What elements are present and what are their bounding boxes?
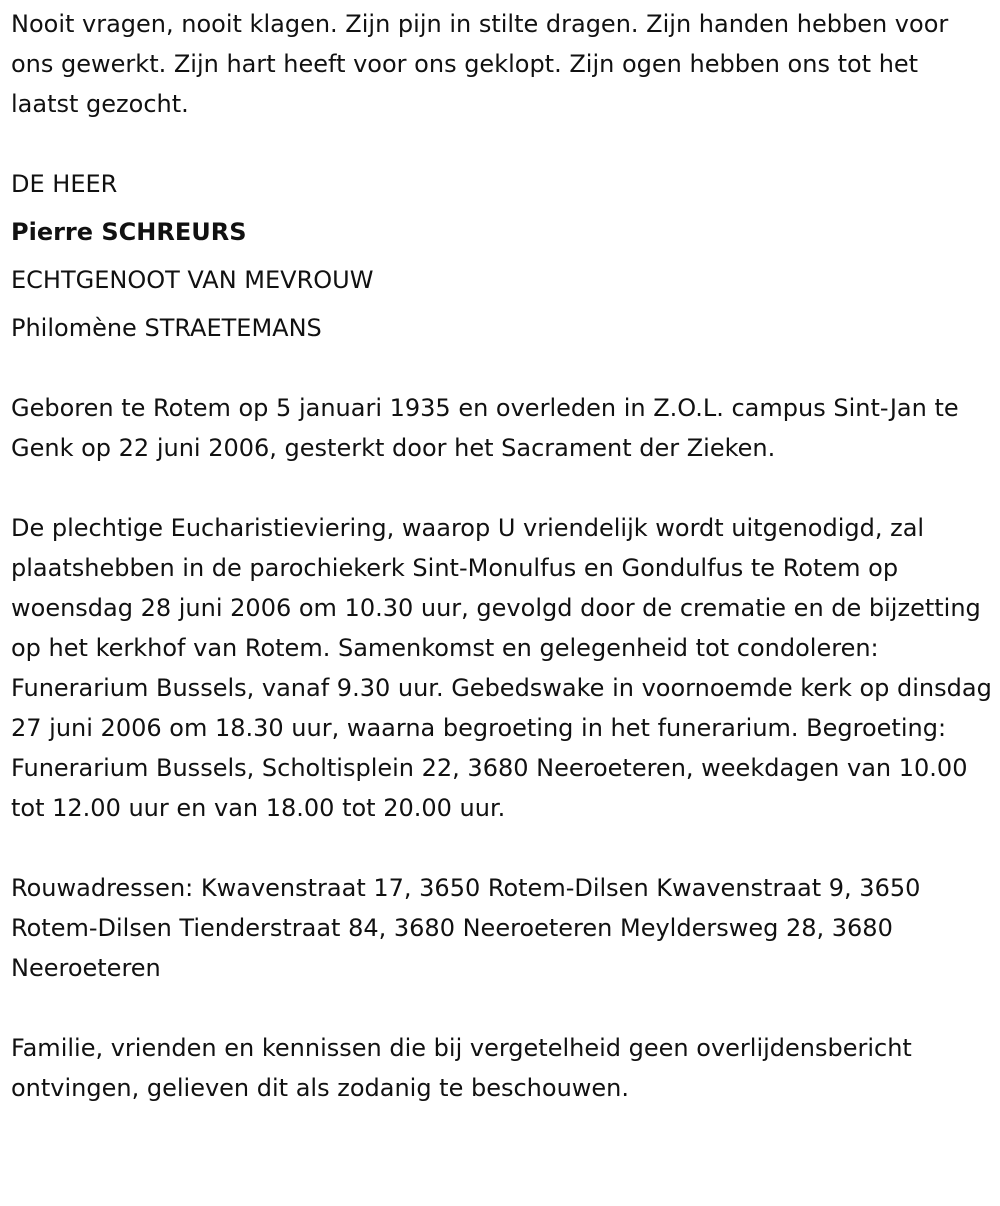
spouse-name: Philomène STRAETEMANS	[11, 314, 322, 342]
deceased-announcement	[11, 160, 993, 352]
deceased-name: Pierre SCHREURS	[11, 218, 247, 246]
spacer	[11, 468, 993, 508]
relation-line: ECHTGENOOT VAN MEVROUW	[11, 266, 374, 294]
birth-death-paragraph: Geboren te Rotem op 5 januari 1935 en overleden in Z.O.L. campus Sint-Jan te Genk op 22 juni 2006, gesterkt door het Sacrament der Zieken.	[11, 394, 959, 462]
spacer	[11, 988, 993, 1028]
title-prefix: DE HEER	[11, 170, 118, 198]
spacer	[11, 124, 993, 164]
spacer	[11, 828, 993, 868]
closing-paragraph: Familie, vrienden en kennissen die bij vergetelheid geen overlijdensbericht ontvingen, gelieven dit als zodanig te beschouwen.	[11, 1034, 912, 1102]
opening-verse: Nooit vragen, nooit klagen. Zijn pijn in stilte dragen. Zijn handen hebben voor ons gewerkt. Zijn hart heeft voor ons geklopt. Zijn ogen hebben ons tot het laatst gezocht.	[11, 10, 949, 118]
obituary-document	[11, 4, 993, 1108]
mourning-addresses-paragraph: Rouwadressen: Kwavenstraat 17, 3650 Rotem-Dilsen Kwavenstraat 9, 3650 Rotem-Dilsen Tienderstraat 84, 3680 Neeroeteren Meyldersweg 28, 3680 Neeroeteren	[11, 874, 921, 982]
spacer	[11, 348, 993, 388]
ceremony-paragraph: De plechtige Eucharistieviering, waarop U vriendelijk wordt uitgenodigd, zal plaatshebben in de parochiekerk Sint-Monulfus en Gondulfus te Rotem op woensdag 28 juni 2006 om 10.30 uur, gevolgd door de crematie en de bijzetting op het kerkhof van Rotem. Samenkomst en gelegenheid tot condoleren: Funerarium Bussels, vanaf 9.30 uur. Gebedswake in voornoemde kerk op dinsdag 27 juni 2006 om 18.30 uur, waarna begroeting in het funerarium. Begroeting: Funerarium Bussels, Scholtisplein 22, 3680 Neeroeteren, weekdagen van 10.00 tot 12.00 uur en van 18.00 tot 20.00 uur.	[11, 514, 992, 822]
